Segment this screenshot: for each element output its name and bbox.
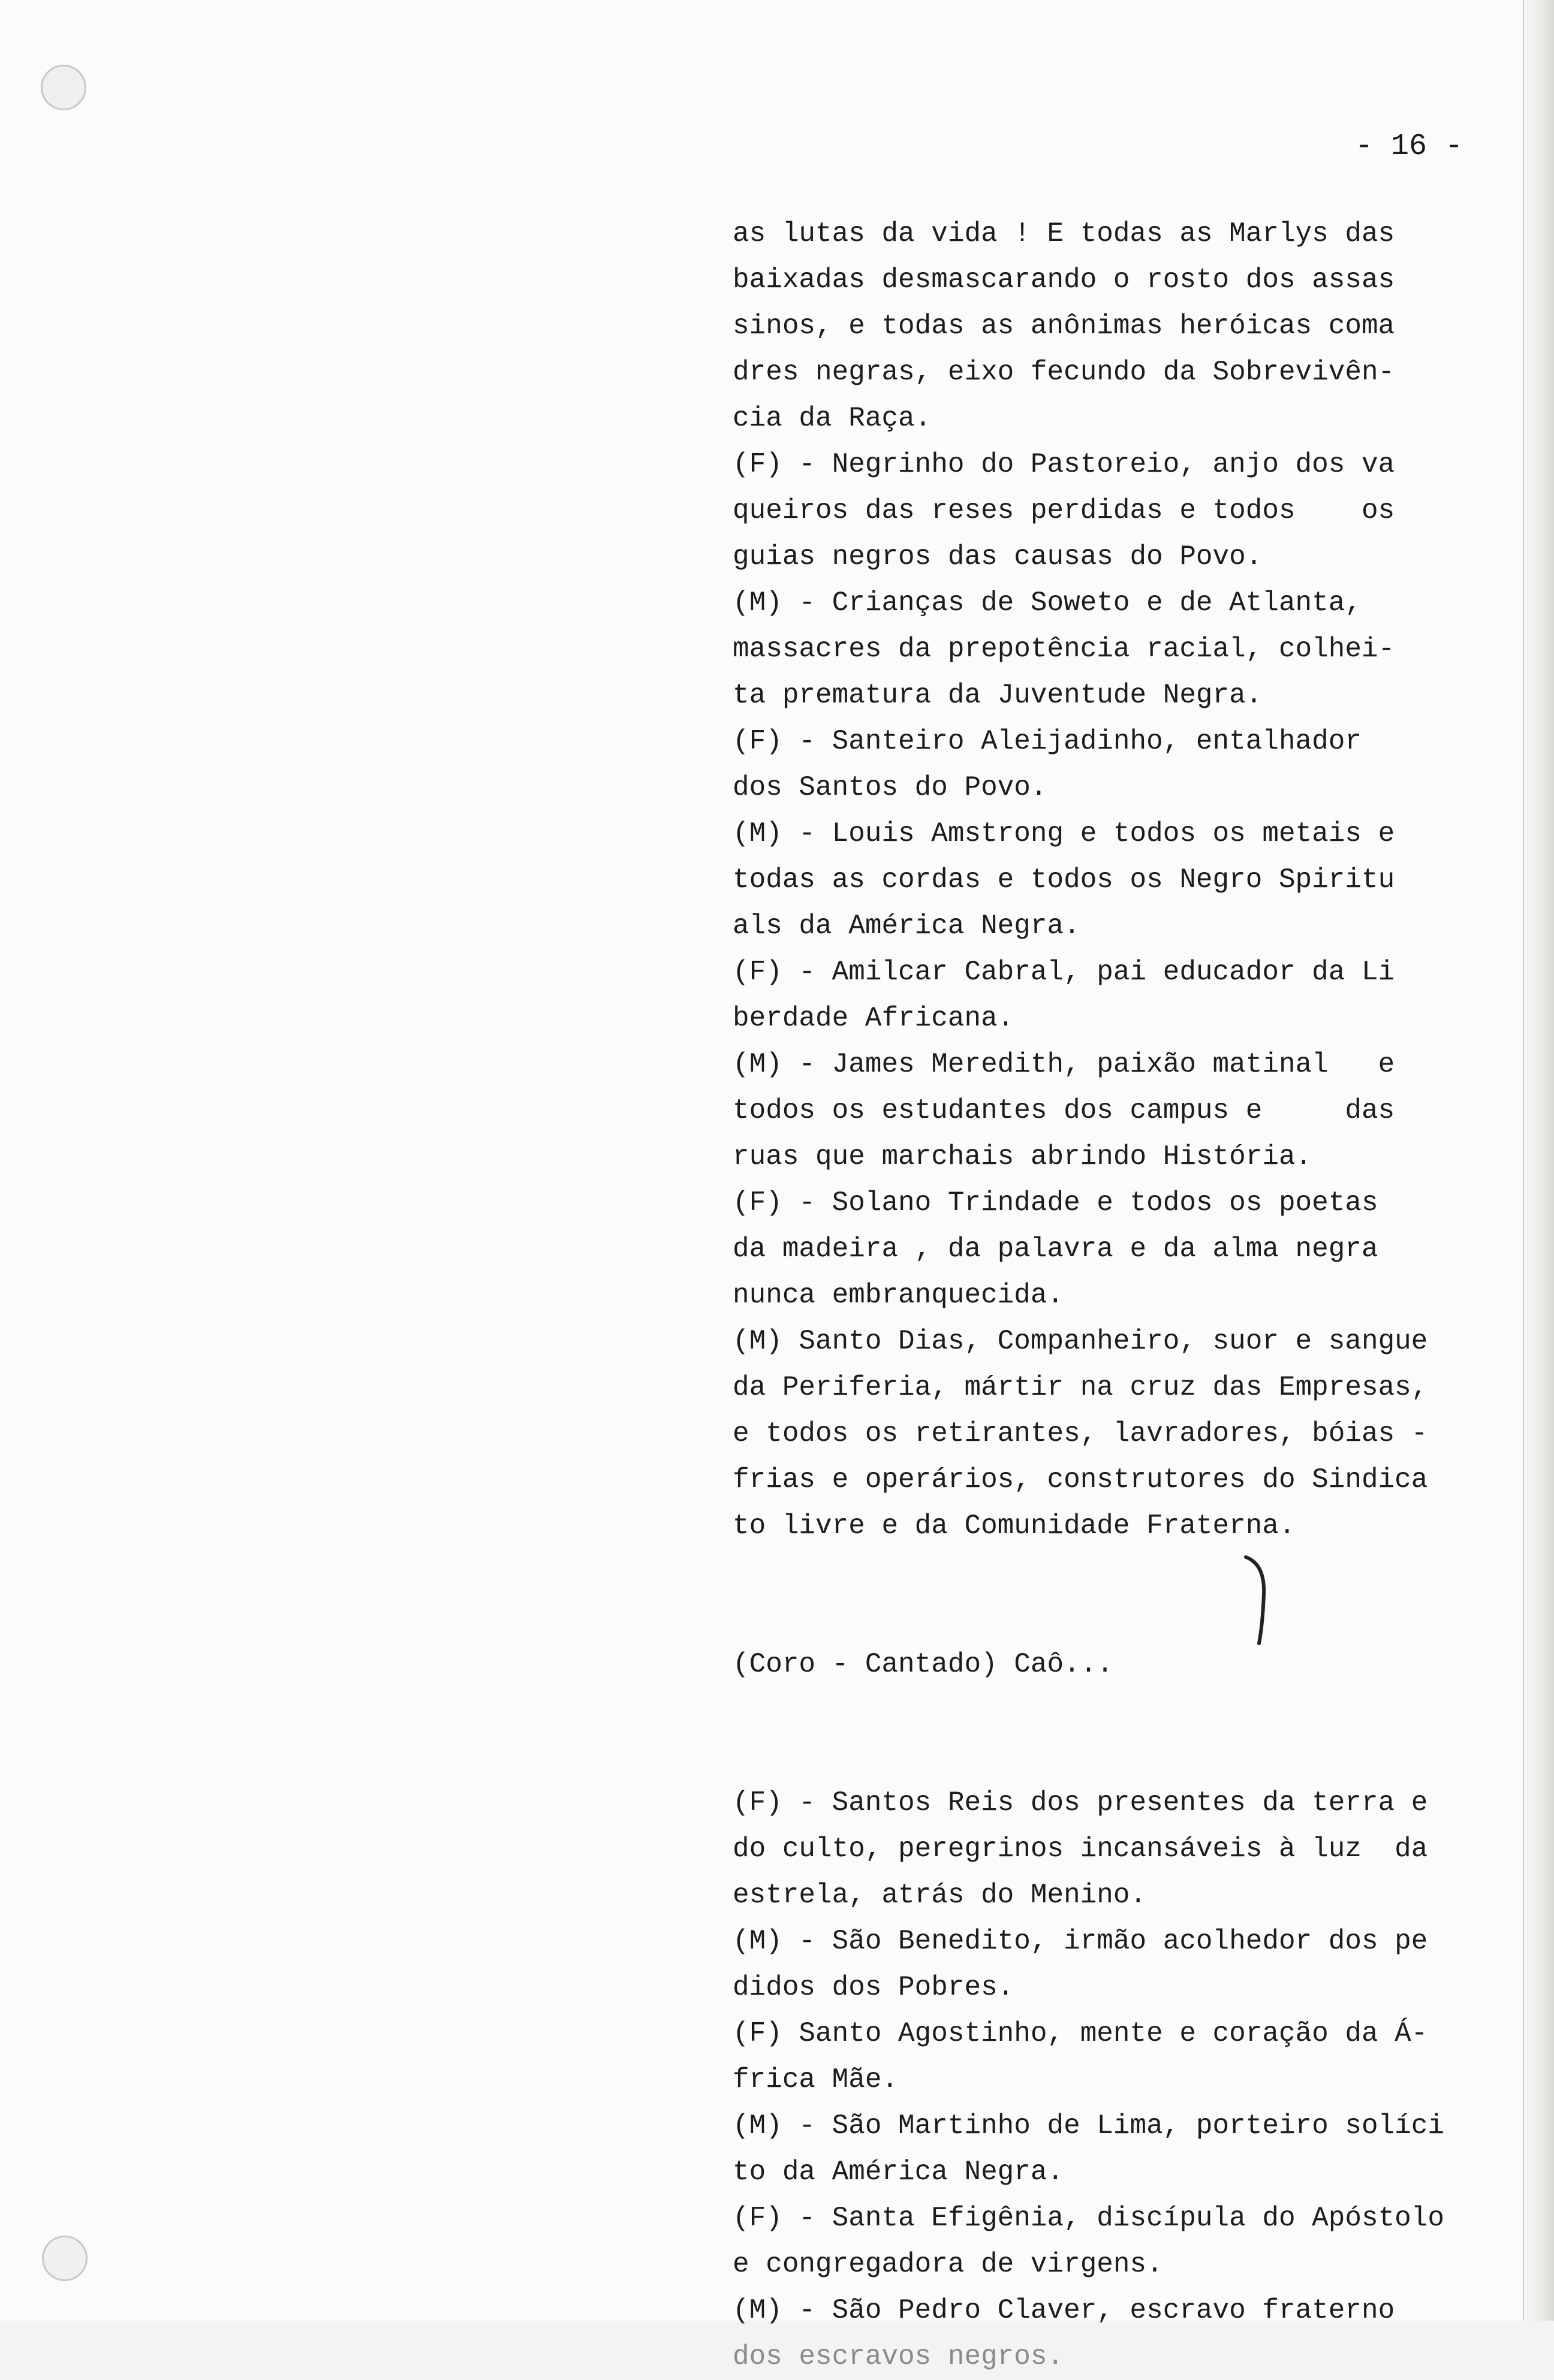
text-line: didos dos Pobres.: [733, 1972, 1014, 2003]
text-line: (M) Santo Dias, Companheiro, suor e sangue: [733, 1326, 1428, 1357]
text-line: to livre e da Comunidade Fraterna.: [733, 1510, 1296, 1542]
text-line: berdade Africana.: [733, 1003, 1014, 1034]
text-line: (F) - Santos Reis dos presentes da terra e: [733, 1787, 1428, 1818]
text-line: todos os estudantes dos campus e das: [733, 1095, 1395, 1126]
text-line: nunca embranquecida.: [733, 1280, 1064, 1311]
text-line: (M) - São Martinho de Lima, porteiro solíci: [733, 2110, 1444, 2141]
text-line: frica Mãe.: [733, 2064, 899, 2095]
chorus-line: (Coro - Cantado) Caô...: [733, 1649, 1113, 1680]
text-line: (F) - Amilcar Cabral, pai educador da Li: [733, 957, 1395, 988]
text-line: dos escravos negros.: [733, 2341, 1064, 2372]
page-number: - 16 -: [1355, 129, 1463, 164]
text-line: do culto, peregrinos incansáveis à luz da: [733, 1833, 1428, 1865]
text-line: (F) - Santeiro Aleijadinho, entalhador: [733, 726, 1362, 757]
text-line: estrela, atrás do Menino.: [733, 1880, 1147, 1911]
text-line: as lutas da vida ! E todas as Marlys das: [733, 218, 1395, 249]
text-line: (M) - Louis Amstrong e todos os metais e: [733, 818, 1395, 849]
text-line: e todos os retirantes, lavradores, bóias -: [733, 1418, 1428, 1449]
text-line: da madeira , da palavra e da alma negra: [733, 1233, 1378, 1265]
text-line: to da América Negra.: [733, 2156, 1064, 2188]
text-line: dres negras, eixo fecundo da Sobrevivên-: [733, 357, 1395, 388]
text-line: sinos, e todas as anônimas heróicas coma: [733, 310, 1395, 342]
text-line: (F) Santo Agostinho, mente e coração da Á-: [733, 2018, 1428, 2049]
text-line: baixadas desmascarando o rosto dos assas: [733, 264, 1395, 295]
text-line: todas as cordas e todos os Negro Spiritu: [733, 864, 1395, 895]
text-line: (F) - Negrinho do Pastoreio, anjo dos va: [733, 449, 1395, 480]
text-line: (M) - James Meredith, paixão matinal e: [733, 1049, 1395, 1080]
text-line: dos Santos do Povo.: [733, 772, 1047, 803]
text-line: (M) - São Benedito, irmão acolhedor dos pe: [733, 1926, 1428, 1957]
text-line: (F) - Solano Trindade e todos os poetas: [733, 1187, 1378, 1218]
handwritten-bracket-mark: [1241, 1552, 1277, 1648]
text-line: ta prematura da Juventude Negra.: [733, 680, 1263, 711]
text-line: massacres da prepotência racial, colhei-: [733, 634, 1395, 665]
text-line: ruas que marchais abrindo História.: [733, 1141, 1312, 1172]
text-line: queiros das reses perdidas e todos os: [733, 495, 1395, 526]
binder-hole-bottom: [42, 2236, 88, 2281]
text-line: (M) - São Pedro Claver, escravo fraterno: [733, 2295, 1395, 2326]
text-line: e congregadora de virgens.: [733, 2249, 1163, 2280]
binder-hole-top: [41, 65, 86, 110]
text-line: frias e operários, construtores do Sindica: [733, 1464, 1428, 1495]
text-line: (M) - Crianças de Soweto e de Atlanta,: [733, 587, 1362, 619]
typed-text-block: [733, 211, 1524, 2380]
text-line: da Periferia, mártir na cruz das Empresas,: [733, 1372, 1428, 1403]
text-line: cia da Raça.: [733, 403, 932, 434]
page-edge-shadow: [1523, 0, 1554, 2321]
text-line: guias negros das causas do Povo.: [733, 541, 1263, 572]
text-line: als da América Negra.: [733, 910, 1080, 942]
blank-line: [733, 1688, 1524, 1780]
text-line: (F) - Santa Efigênia, discípula do Apóstolo: [733, 2203, 1444, 2234]
blank-line: [733, 1549, 1524, 1642]
